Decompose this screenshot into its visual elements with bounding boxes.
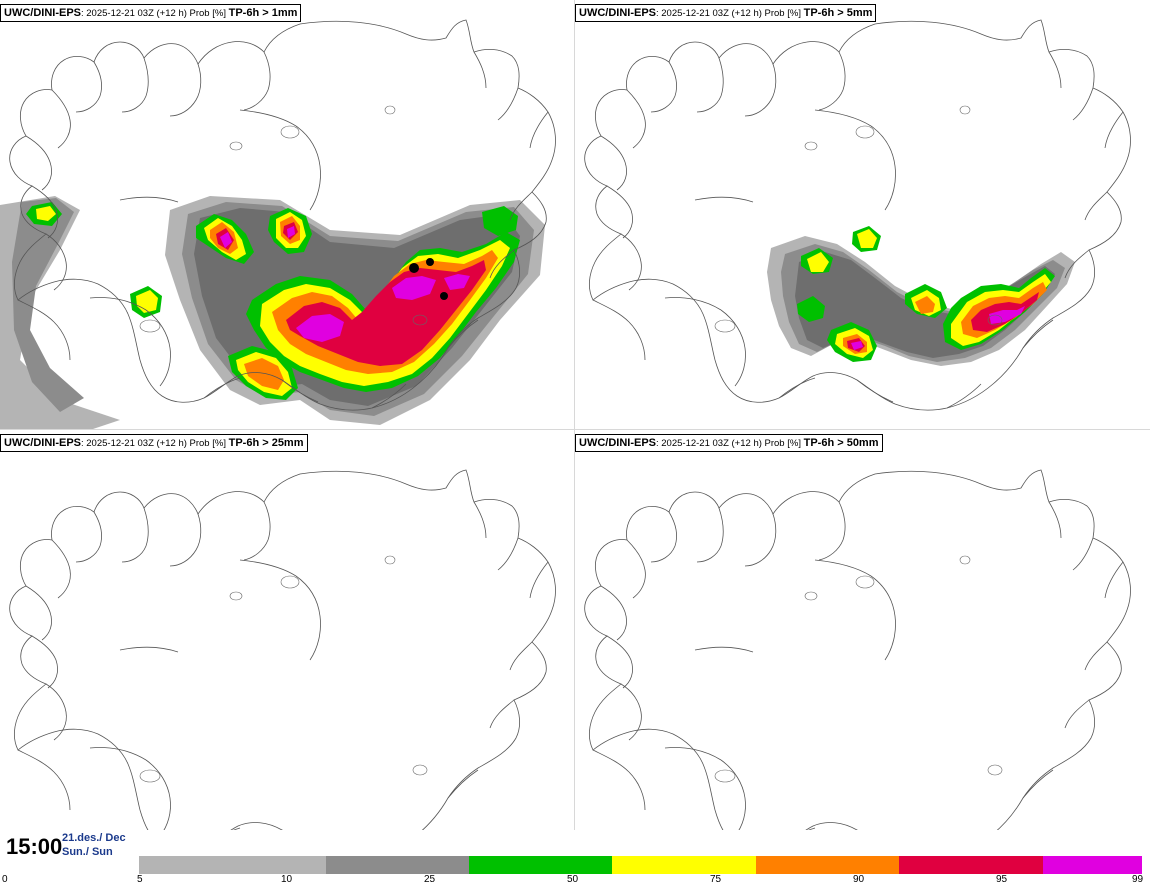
panel-variable-label: TP-6h > 5mm (803, 7, 873, 19)
colorbar-tick-labels (0, 874, 1150, 888)
valid-time-label: 15:00 (6, 834, 63, 859)
colorbar-tick-25: 25 (424, 874, 436, 885)
valid-date-label (62, 831, 126, 859)
panel-variable-label: TP-6h > 50mm (803, 437, 879, 449)
colorbar-swatch-5-10 (139, 856, 326, 874)
colorbar-swatch-75-90 (756, 856, 899, 874)
panel-variable-label: TP-6h > 25mm (228, 437, 304, 449)
panel-model-label: UWC/DINI-EPS (579, 7, 656, 19)
colorbar-tick-99: 99 (1132, 874, 1144, 885)
map-canvas-25mm[interactable] (0, 430, 575, 860)
colorbar-tick-75: 75 (710, 874, 722, 885)
map-canvas-1mm[interactable] (0, 0, 575, 430)
valid-date-line2: Sun./ Sun (62, 846, 113, 858)
map-canvas-5mm[interactable] (575, 0, 1150, 430)
panel-run-label: : 2025-12-21 03Z (+12 h) Prob [%] (81, 8, 229, 19)
panel-title-1mm (0, 4, 301, 22)
map-panel-tp6h-1mm[interactable] (0, 0, 575, 430)
valid-date-line1: 21.des./ Dec (62, 832, 126, 844)
panel-run-label: : 2025-12-21 03Z (+12 h) Prob [%] (656, 8, 804, 19)
panel-run-label: : 2025-12-21 03Z (+12 h) Prob [%] (81, 438, 229, 449)
panel-model-label: UWC/DINI-EPS (4, 7, 81, 19)
panel-title-25mm (0, 434, 308, 452)
colorbar-tick-90: 90 (853, 874, 865, 885)
colorbar-tick-5: 5 (137, 874, 143, 885)
panel-divider-vertical (574, 0, 575, 860)
colorbar-tick-95: 95 (996, 874, 1008, 885)
map-canvas-50mm[interactable] (575, 430, 1150, 860)
map-background (575, 0, 1150, 430)
footer-bar (0, 830, 1150, 891)
colorbar-swatch-95-99 (1043, 856, 1142, 874)
colorbar-swatch-25-50 (469, 856, 612, 874)
panel-model-label: UWC/DINI-EPS (4, 437, 81, 449)
colorbar-tick-50: 50 (567, 874, 579, 885)
colorbar-tick-0: 0 (2, 874, 8, 885)
panel-title-50mm (575, 434, 883, 452)
map-panel-tp6h-5mm[interactable] (575, 0, 1150, 430)
panel-model-label: UWC/DINI-EPS (579, 437, 656, 449)
probability-colorbar (139, 856, 1142, 874)
colorbar-swatch-50-75 (612, 856, 755, 874)
map-panel-tp6h-50mm[interactable] (575, 430, 1150, 860)
colorbar-swatch-90-95 (899, 856, 1042, 874)
panel-title-5mm (575, 4, 876, 22)
panel-divider-horizontal (0, 429, 1150, 430)
panel-variable-label: TP-6h > 1mm (228, 7, 298, 19)
colorbar-tick-10: 10 (281, 874, 293, 885)
map-background (575, 430, 1150, 860)
colorbar-swatch-10-25 (326, 856, 469, 874)
map-background (0, 430, 575, 860)
panel-run-label: : 2025-12-21 03Z (+12 h) Prob [%] (656, 438, 804, 449)
map-panel-tp6h-25mm[interactable] (0, 430, 575, 860)
